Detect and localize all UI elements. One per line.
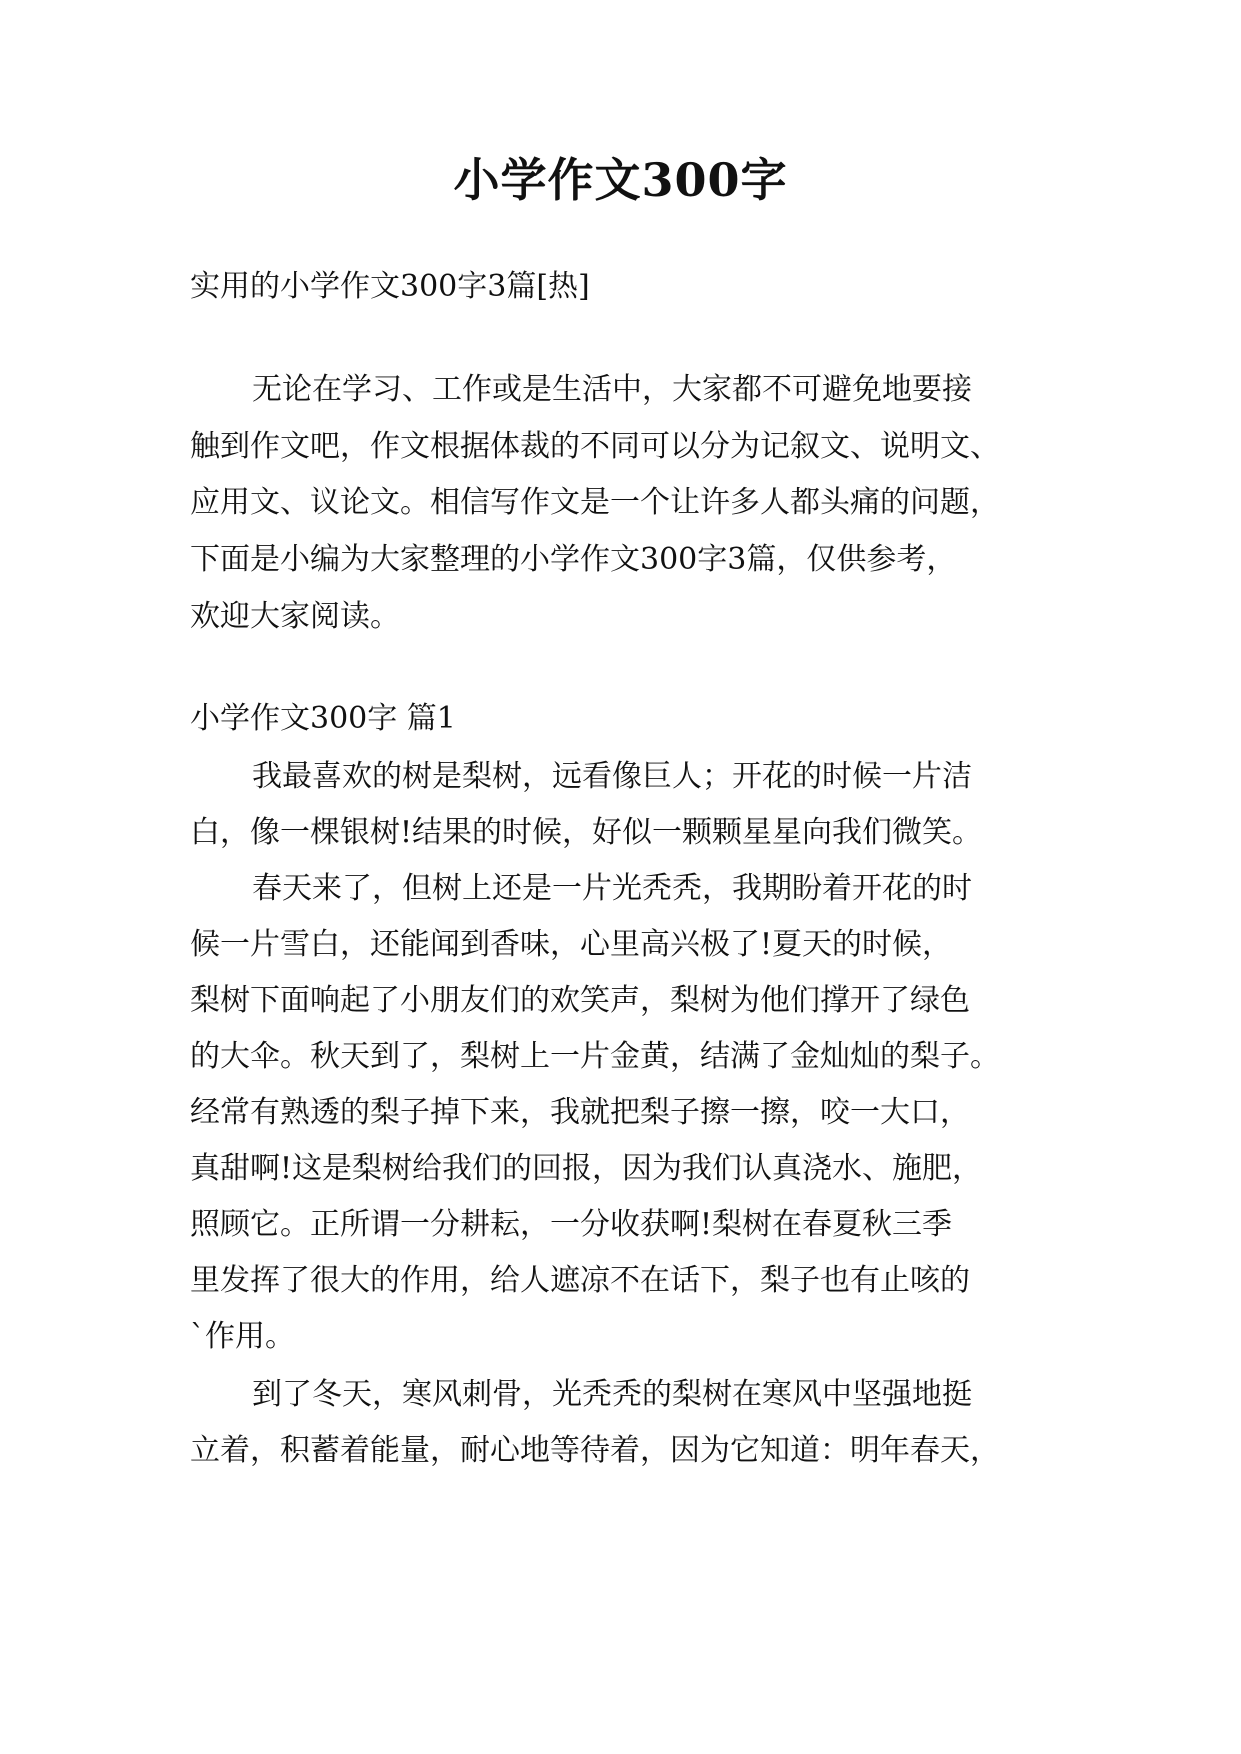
- intro-line: 触到作文吧，作文根据体裁的不同可以分为记叙文、说明文、: [190, 429, 1000, 464]
- intro-line: 无论在学习、工作或是生活中，大家都不可避免地要接: [252, 372, 972, 407]
- intro-line: 应用文、议论文。相信写作文是一个让许多人都头痛的问题，: [190, 485, 1000, 520]
- body-line: 梨树下面响起了小朋友们的欢笑声，梨树为他们撑开了绿色: [190, 983, 970, 1018]
- body-line: 到了冬天，寒风刺骨，光秃秃的梨树在寒风中坚强地挺: [252, 1377, 972, 1412]
- body-line: 立着，积蓄着能量，耐心地等待着，因为它知道：明年春天，: [190, 1433, 1000, 1468]
- body-line: 照顾它。正所谓一分耕耘，一分收获啊!梨树在春夏秋三季: [190, 1207, 953, 1242]
- document-subtitle: 实用的小学作文300字3篇[热]: [190, 269, 590, 304]
- body-line: 我最喜欢的树是梨树，远看像巨人；开花的时候一片洁: [252, 759, 972, 794]
- body-line: `作用。: [190, 1319, 295, 1354]
- body-line: 经常有熟透的梨子掉下来，我就把梨子擦一擦，咬一大口，: [190, 1095, 970, 1130]
- intro-line: 欢迎大家阅读。: [190, 599, 400, 634]
- body-line: 的大伞。秋天到了，梨树上一片金黄，结满了金灿灿的梨子。: [190, 1039, 1000, 1074]
- body-line: 真甜啊!这是梨树给我们的回报，因为我们认真浇水、施肥，: [190, 1151, 983, 1186]
- body-line: 白，像一棵银树!结果的时候，好似一颗颗星星向我们微笑。: [190, 815, 983, 850]
- document-title: 小学作文300字: [453, 153, 788, 207]
- body-line: 候一片雪白，还能闻到香味，心里高兴极了!夏天的时候，: [190, 927, 953, 962]
- section-heading: 小学作文300字 篇1: [190, 701, 456, 736]
- body-line: 春天来了，但树上还是一片光秃秃，我期盼着开花的时: [252, 871, 972, 906]
- body-line: 里发挥了很大的作用，给人遮凉不在话下，梨子也有止咳的: [190, 1263, 970, 1298]
- intro-line: 下面是小编为大家整理的小学作文300字3篇，仅供参考，: [190, 542, 957, 577]
